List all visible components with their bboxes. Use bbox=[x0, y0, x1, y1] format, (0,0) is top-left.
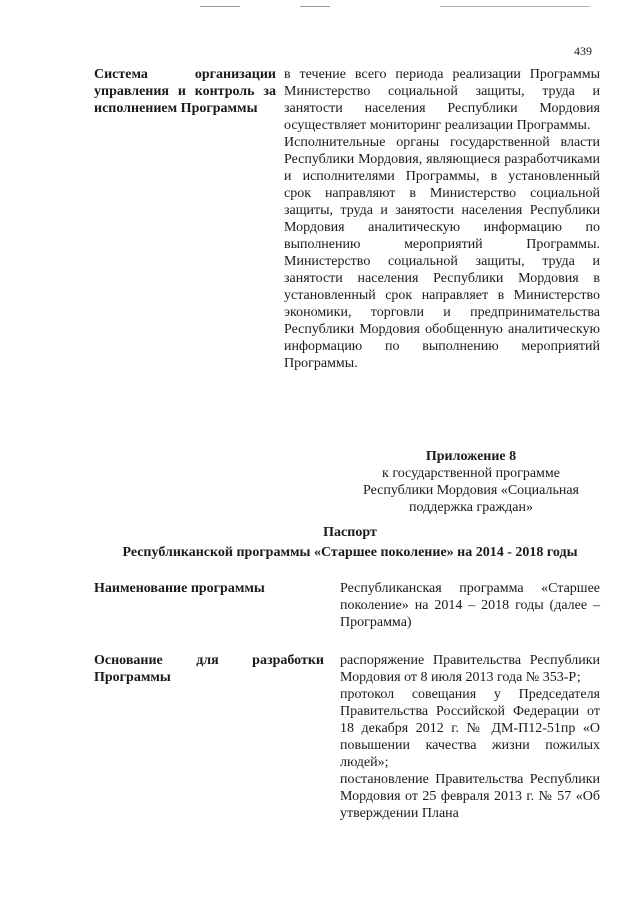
basis-paragraph: распоряжение Правительства Республики Мордовия от 8 июля 2013 года № 353-Р; bbox=[340, 653, 600, 685]
passport-heading-block bbox=[60, 523, 640, 563]
program-name-label: Наименование программы bbox=[94, 581, 265, 596]
control-section bbox=[94, 66, 600, 372]
passport-subtitle: Республиканской программы «Старшее поколение» на 2014 - 2018 годы bbox=[122, 545, 578, 560]
program-basis-row bbox=[94, 652, 600, 822]
control-section-text bbox=[284, 66, 600, 372]
program-name-row bbox=[94, 580, 600, 631]
program-name-value bbox=[340, 580, 600, 631]
basis-paragraph: постановление Правительства Республики Мордовия от 25 февраля 2013 г. № 57 «Об утверждении Плана bbox=[340, 772, 600, 821]
control-section-label: Система организации управления и контроль за исполнением Программы bbox=[94, 67, 276, 116]
appendix-title: Приложение 8 bbox=[425, 449, 517, 464]
control-paragraph: в течение всего периода реализации Программы Министерство социальной защиты, труда и занятости населения Республики Мордовия осуществляет мониторинг реализации Программы. bbox=[284, 67, 600, 133]
appendix-line: поддержка граждан» bbox=[409, 500, 533, 515]
appendix-line: к государственной программе bbox=[382, 466, 560, 481]
basis-paragraph: протокол совещания у Председателя Правительства Российской Федерации от 18 декабря 2012 г. № ДМ-П12-51пр «О повышении качества жизни пожилых людей»; bbox=[340, 687, 600, 770]
control-paragraph: Исполнительные органы государственной власти Республики Мордовия, являющиеся разработчиками и исполнителями Программы, в установленный срок направляют в Министерство социальной защиты, труда и занятости населения Республики Мордовия аналитическую информацию по выполнению мероприятий Программы. Министерство социальной защиты, труда и занятости населения Республики Мордовия в установленный срок направляет в Министерство экономики, торговли и предпринимательства Республики Мордовия обобщенную аналитическую информацию по выполнению мероприятий Программы. bbox=[284, 135, 600, 371]
appendix-block bbox=[340, 448, 602, 516]
appendix-line: Республики Мордовия «Социальная bbox=[363, 483, 579, 498]
scan-artifact-strip bbox=[0, 0, 640, 14]
program-basis-label: Основание для разработки Программы bbox=[94, 653, 324, 685]
program-name-paragraph: Республиканская программа «Старшее поколение» на 2014 – 2018 годы (далее – Программа) bbox=[340, 581, 600, 630]
page-number: 439 bbox=[574, 44, 592, 58]
passport-heading: Паспорт bbox=[323, 525, 377, 540]
program-basis-value bbox=[340, 652, 600, 822]
